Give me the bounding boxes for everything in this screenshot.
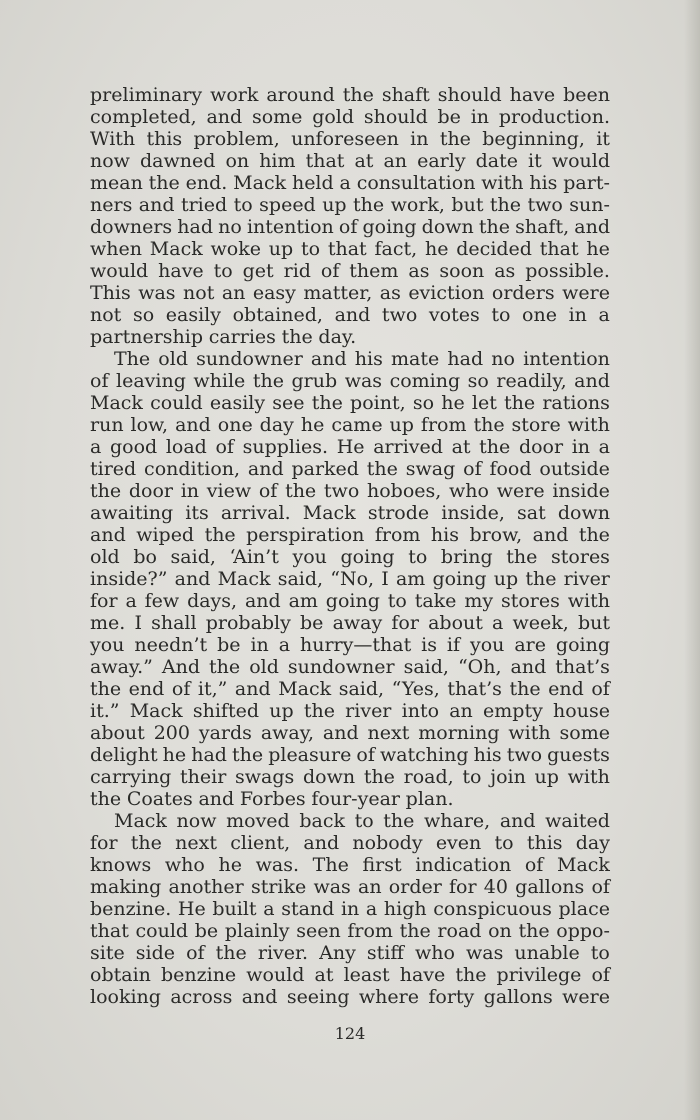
page-edge-shadow: [684, 0, 700, 1120]
text-line: delight he had the pleasure of watching his two guests: [90, 744, 610, 766]
paragraph: [90, 348, 610, 810]
text-line: tired condition, and parked the swag of food outside: [90, 458, 610, 480]
text-line: the end of it,” and Mack said, “Yes, that’s the end of: [90, 678, 610, 700]
text-line: old bo said, ‘Ain’t you going to bring the stores: [90, 546, 610, 568]
text-line: partnership carries the day.: [90, 326, 357, 348]
text-line: ners and tried to speed up the work, but the two sun-: [90, 194, 610, 216]
text-line: carrying their swags down the road, to join up with: [90, 766, 610, 788]
text-line: benzine. He built a stand in a high conspicuous place: [90, 898, 610, 920]
text-line: you needn’t be in a hurry—that is if you are going: [90, 634, 610, 656]
text-line: not so easily obtained, and two votes to one in a: [90, 304, 610, 326]
paragraph: [90, 84, 610, 348]
text-line: knows who he was. The first indication of Mack: [90, 854, 610, 876]
text-line: mean the end. Mack held a consultation with his part-: [90, 172, 610, 194]
text-line: The old sundowner and his mate had no intention: [114, 348, 610, 370]
text-line: for the next client, and nobody even to this day: [90, 832, 610, 854]
text-line: awaiting its arrival. Mack strode inside, sat down: [90, 502, 610, 524]
text-line: away.” And the old sundowner said, “Oh, and that’s: [90, 656, 610, 678]
text-line: inside?” and Mack said, “No, I am going up the river: [90, 568, 610, 590]
text-line: for a few days, and am going to take my stores with: [90, 590, 610, 612]
text-line: site side of the river. Any stiff who was unable to: [90, 942, 610, 964]
text-line: about 200 yards away, and next morning with some: [90, 722, 610, 744]
text-line: looking across and seeing where forty gallons were: [90, 986, 610, 1008]
paragraph: [90, 810, 610, 1008]
text-line: obtain benzine would at least have the privilege of: [90, 964, 610, 986]
text-line: making another strike was an order for 40 gallons of: [90, 876, 610, 898]
text-line: completed, and some gold should be in production.: [90, 106, 610, 128]
text-line: This was not an easy matter, as eviction orders were: [90, 282, 610, 304]
text-line: and wiped the perspiration from his brow, and the: [90, 524, 610, 546]
text-line: would have to get rid of them as soon as possible.: [90, 260, 610, 282]
text-line: run low, and one day he came up from the store with: [90, 414, 610, 436]
text-line: Mack could easily see the point, so he let the rations: [90, 392, 610, 414]
text-line: that could be plainly seen from the road on the oppo-: [90, 920, 610, 942]
text-line: when Mack woke up to that fact, he decided that he: [90, 238, 610, 260]
text-line: the Coates and Forbes four-year plan.: [90, 788, 454, 810]
text-line: preliminary work around the shaft should have been: [90, 84, 610, 106]
text-line: the door in view of the two hoboes, who were inside: [90, 480, 610, 502]
text-line: me. I shall probably be away for about a week, but: [90, 612, 610, 634]
text-line: With this problem, unforeseen in the beginning, it: [90, 128, 610, 150]
text-line: of leaving while the grub was coming so readily, and: [90, 370, 610, 392]
text-line: now dawned on him that at an early date it would: [90, 150, 610, 172]
page-number: 124: [334, 1024, 366, 1043]
text-line: downers had no intention of going down the shaft, and: [90, 216, 610, 238]
text-line: Mack now moved back to the whare, and waited: [114, 810, 610, 832]
body-text: [90, 84, 610, 1008]
text-line: it.” Mack shifted up the river into an empty house: [90, 700, 610, 722]
text-line: a good load of supplies. He arrived at the door in a: [90, 436, 610, 458]
